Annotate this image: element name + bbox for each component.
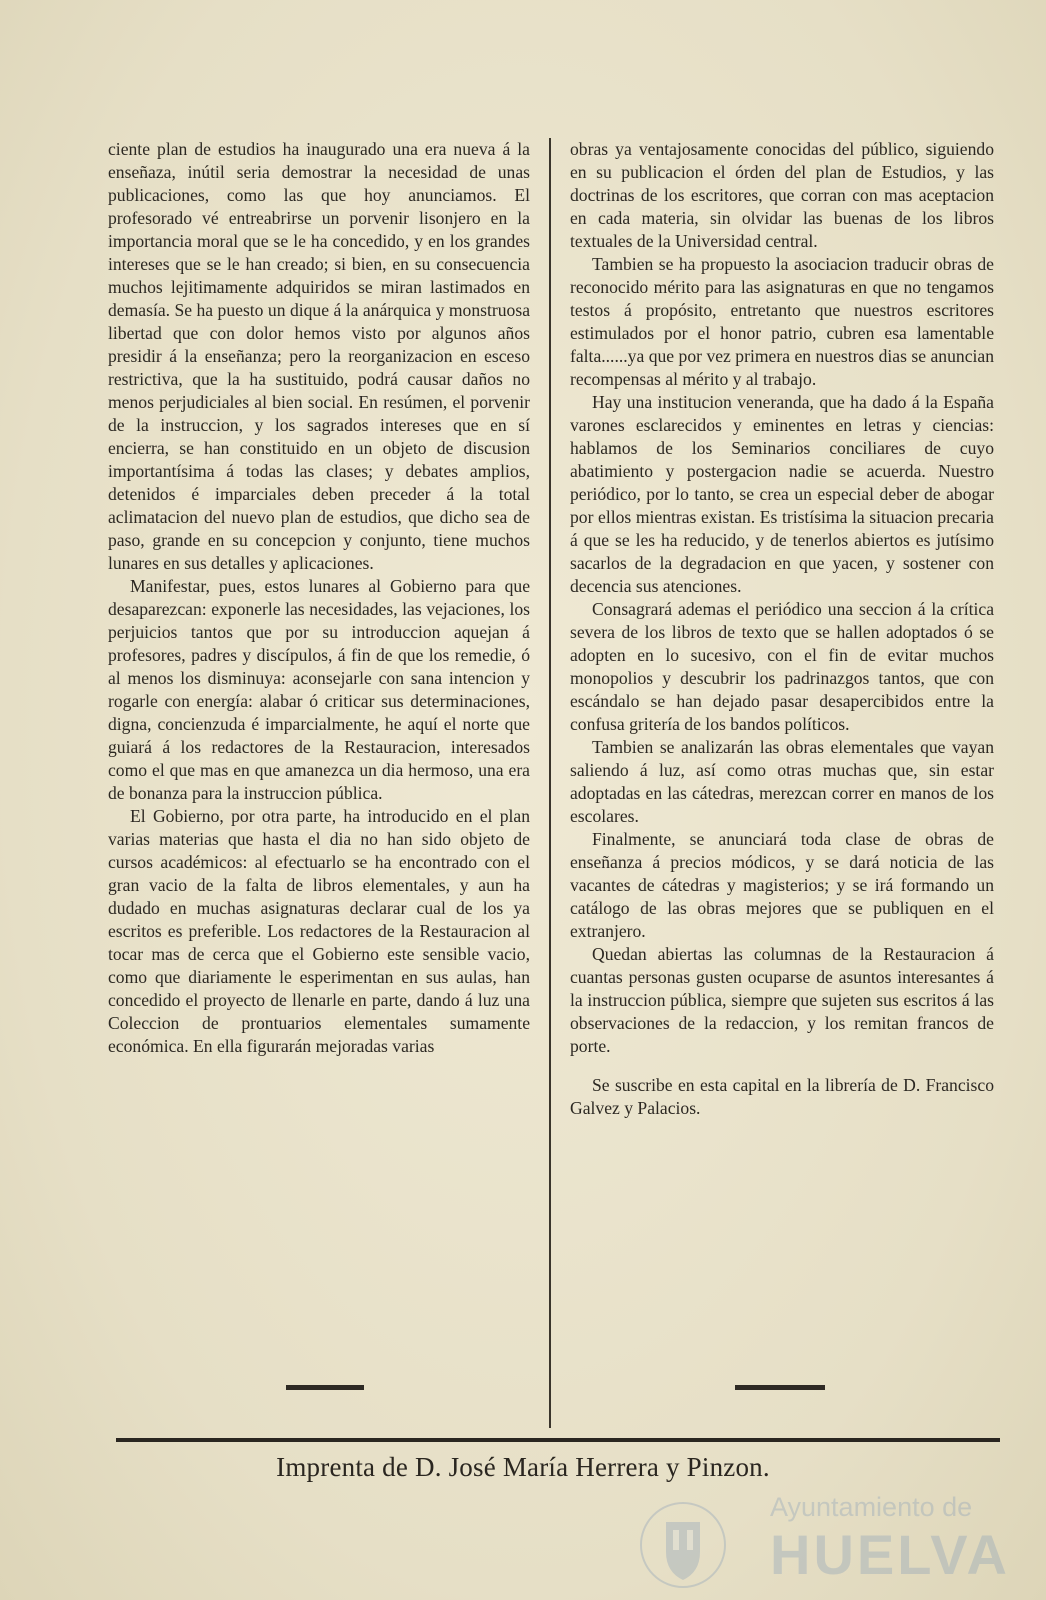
watermark-line1: Ayuntamiento de (770, 1492, 973, 1522)
archive-watermark (640, 1492, 1010, 1592)
right-paragraph-2: Tambien se ha propuesto la asociacion traducir obras de reconocido mérito para las asignaturas en que no tengamos testos á propósito, entretanto que nuestros escritores estimulados por el honor patrio, cubren esa lamentable falta......ya que por vez primera en nuestros dias se anuncian recompensas al mérito y al trabajo. (570, 254, 994, 389)
footer-rule (116, 1438, 1000, 1442)
right-paragraph-1: obras ya ventajosamente conocidas del público, siguiendo en su publicacion el órden del plan de Estudios, y las doctrinas de los escritores, que corran con mas aceptacion en cada materia, sin olvidar las buenas de los libros textuales de la Universidad central. (570, 139, 994, 251)
watermark-line2: HUELVA (770, 1523, 1010, 1586)
right-paragraph-7: Quedan abiertas las columnas de la Restauracion á cuantas personas gusten ocuparse de asuntos interesantes á la instruccion pública, siempre que sujeten sus escritos á las observaciones de la redaccion, y los remitan francos de porte. (570, 944, 994, 1056)
left-end-rule (286, 1385, 364, 1390)
left-paragraph-2: Manifestar, pues, estos lunares al Gobierno para que desaparezcan: exponerle las necesidades, las vejaciones, los perjuicios tantos que por su introduccion aquejan á profesores, padres y discípulos, á fin de que los remedie, ó al menos los disminuya: aconsejarle con sana intencion y rogarle con energía: alabar ó criticar sus determinaciones, digna, concienzuda é imparcialmente, he aquí el norte que guiará á los redactores de la Restauracion, interesados como el que mas en que amanezca un dia hermoso, una era de bonanza para la instruccion pública. (108, 576, 530, 803)
right-end-rule (735, 1385, 825, 1390)
coat-of-arms-icon (640, 1500, 726, 1590)
printer-imprint: Imprenta de D. José María Herrera y Pinzon. (276, 1452, 770, 1482)
right-column (570, 138, 994, 1120)
right-paragraph-4: Consagrará ademas el periódico una seccion á la crítica severa de los libros de texto que se hallen adoptados ó se adopten en lo sucesivo, con el fin de evitar muchos monopolios y descubrir los padrinazgos tantos, que con escándalo se han dejado pasar desapercibidos entre la confusa gritería de los bandos políticos. (570, 599, 994, 734)
left-paragraph-3: El Gobierno, por otra parte, ha introducido en el plan varias materias que hasta el dia no han sido objeto de cursos académicos: al efectuarlo se ha encontrado con el gran vacio de la falta de libros elementales, y aun ha dudado en muchas asignaturas declarar cual de los ya escritos es preferible. Los redactores de la Restauracion al tocar mas de cerca que el Gobierno este sensible vacio, como que diariamente le esperimentan en sus aulas, han concedido el proyecto de llenarle en parte, dando á luz una Coleccion de prontuarios elementales sumamente económica. En ella figurarán mejoradas varias (108, 806, 530, 1056)
right-paragraph-3: Hay una institucion veneranda, que ha dado á la España varones esclarecidos y eminentes en letras y ciencias: hablamos de los Seminarios conciliares de cuyo abatimiento y postergacion nadie se acuerda. Nuestro periódico, por lo tanto, se crea un especial deber de abogar por ellos mientras existan. Es tristísima la situacion precaria á que se les ha reducido, y de tenerlos abiertos es jutísimo sacarlos de la degradacion en que yacen, y sostener con decencia sus atenciones. (570, 392, 994, 596)
left-column (108, 138, 530, 1058)
subscription-note: Se suscribe en esta capital en la librería de D. Francisco Galvez y Palacios. (570, 1075, 994, 1118)
right-paragraph-6: Finalmente, se anunciará toda clase de obras de enseñanza á precios módicos, y se dará noticia de las vacantes de cátedras y magisterios; y se irá formando un catálogo de las obras mejores que se publiquen en el extranjero. (570, 829, 994, 941)
right-paragraph-5: Tambien se analizarán las obras elementales que vayan saliendo á luz, así como otras muchas que, sin estar adoptadas en las cátedras, merezcan correr en manos de los escolares. (570, 737, 994, 826)
left-paragraph-1: ciente plan de estudios ha inaugurado una era nueva á la enseñaza, inútil seria demostrar la necesidad de unas publicaciones, como las que hoy anunciamos. El profesorado vé entreabrirse un porvenir lisonjero en la importancia moral que se le ha concedido, y en los grandes intereses que se le han creado; si bien, en su consecuencia muchos lejitimamente adquiridos se miran lastimados en demasía. Se ha puesto un dique á la anárquica y monstruosa libertad que con dolor hemos visto por algunos años presidir á la enseñanza; pero la reorganizacion en esceso restrictiva, que la ha sustituido, podrá causar daños no menos perjudiciales al bien social. En resúmen, el porvenir de la instruccion, y los sagrados intereses que en sí encierra, se han constituido en un objeto de discusion importantísima á todas las clases; y debates amplios, detenidos é imparciales deben preceder á la total aclimatacion del nuevo plan de estudios, que dicho sea de paso, grande en su concepcion y conjunto, tiene muchos lunares en sus detalles y aplicaciones. (108, 139, 530, 573)
column-divider (549, 138, 551, 1428)
